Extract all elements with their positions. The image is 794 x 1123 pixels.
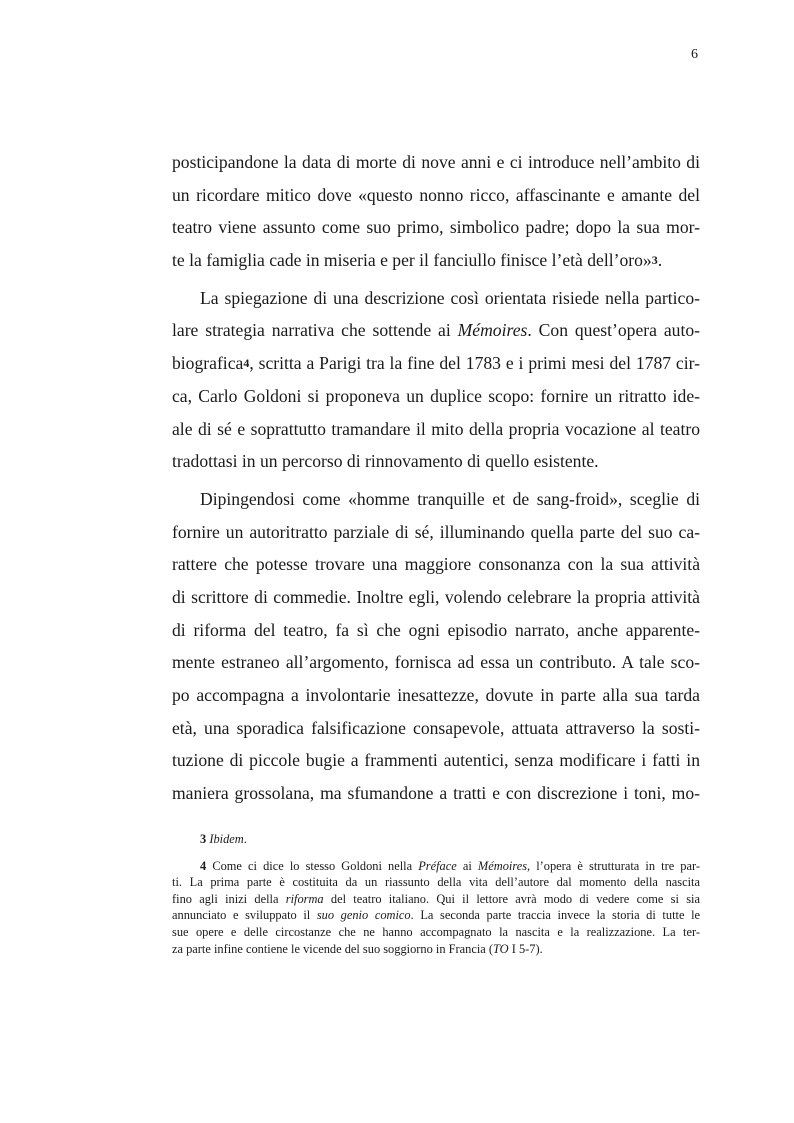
footnote-text: I 5-7). [508, 941, 543, 956]
text-line: tuzione di piccole bugie a frammenti autentici, senza modificare i fatti in [172, 750, 700, 771]
footnote-text: ai [456, 858, 478, 873]
footnote-4-line: ti. La prima parte è costituita da un riassunto della vita dell’autore dal momento della nascita [172, 875, 700, 890]
footnote-italic: riforma [285, 891, 324, 906]
footnote-italic: suo genio comico [316, 908, 411, 923]
footnote-text: del teatro italiano. Qui il lettore avrà modo di vedere come si sia [323, 891, 700, 906]
text-line: di riforma del teatro, fa sì che ogni episodio narrato, anche apparente- [172, 619, 700, 640]
text-line: po accompagna a involontarie inesattezze, dovute in parte alla sua tarda [172, 685, 700, 705]
footnote-4-line [172, 907, 700, 924]
footnote-text: , l’opera è strutturata in tre par- [527, 858, 700, 873]
footnote-number: 4 [200, 858, 207, 873]
text-segment: . [657, 250, 663, 271]
text-line: ale di sé e soprattutto tramandare il mito della propria vocazione al teatro [172, 418, 700, 439]
footnote-text: annunciato e sviluppato il [172, 908, 317, 923]
text-line [172, 244, 700, 277]
footnote-italic: TO [493, 941, 509, 956]
footnote-italic: Préface [418, 858, 457, 873]
footnote-text: . [243, 832, 247, 846]
footnote-text: Come ci dice lo stesso Goldoni nella [212, 858, 419, 873]
footnote-4-line: sue opere e delle circostanze che ne hanno accompagnato la nascita e la realizzazione. La ter- [172, 924, 700, 939]
footnote-4-line [172, 858, 700, 875]
text-line: teatro viene assunto come suo primo, simbolico padre; dopo la sua mor- [172, 217, 700, 238]
footnote-ref-3[interactable]: 3 [651, 253, 658, 268]
text-line: età, una sporadica falsificazione consapevole, attuata attraverso la sosti- [172, 717, 700, 738]
text-line [172, 347, 700, 380]
text-line: maniera grossolana, ma sfumandone a tratti e con discrezione i toni, mo- [172, 783, 700, 804]
footnote-number: 3 [200, 832, 207, 846]
text-segment: . Con quest’opera auto- [527, 320, 701, 341]
footnote-italic: Mémoires [477, 858, 528, 873]
text-line: Dipingendosi come «homme tranquille et de sang-froid», sceglie di [200, 488, 700, 509]
text-line: fornire un autoritratto parziale di sé, illuminando quella parte del suo ca- [172, 521, 700, 542]
footnote-text: . La seconda parte traccia invece la storia di tutte le [410, 908, 701, 923]
text-line [172, 314, 700, 347]
text-segment: lare strategia narrativa che sottende ai [172, 320, 458, 341]
footnote-text: fino agli inizi della [172, 891, 286, 906]
text-segment: , scritta a Parigi tra la fine del 1783 e i primi mesi del 1787 cir- [249, 353, 700, 374]
footnote-4-line [172, 941, 700, 958]
footnote-text: Ibidem [209, 832, 244, 846]
body-text [172, 146, 700, 810]
text-line: tradottasi in un percorso di rinnovamento di quello esistente. [172, 451, 599, 472]
text-line: ca, Carlo Goldoni si proponeva un duplice scopo: fornire un ritratto ide- [172, 385, 700, 406]
footnote-4-line [172, 891, 700, 908]
text-line: rattere che potesse trovare una maggiore consonanza con la sua attività [172, 554, 700, 575]
text-line: un ricordare mitico dove «questo nonno ricco, affascinante e amante del [172, 184, 700, 205]
text-line: di scrittore di commedie. Inoltre egli, volendo celebrare la propria attività [172, 586, 700, 607]
page-number: 6 [691, 47, 698, 62]
text-segment: biografica [172, 353, 244, 374]
footnote-3 [172, 831, 700, 848]
text-line: mente estraneo all’argomento, fornisca ad essa un contributo. A tale sco- [172, 652, 700, 673]
footnotes [172, 831, 700, 957]
footnote-text: za parte infine contiene le vicende del suo soggiorno in Francia ( [172, 941, 494, 956]
text-line: La spiegazione di una descrizione così orientata risiede nella partico- [200, 287, 700, 308]
text-line: posticipandone la data di morte di nove anni e ci introduce nell’ambito di [172, 152, 700, 172]
footnote-ref-4[interactable]: 4 [243, 356, 250, 371]
italic-title: Mémoires [457, 320, 528, 341]
text-segment: te la famiglia cade in miseria e per il fanciullo finisce l’età dell’oro» [172, 250, 652, 271]
